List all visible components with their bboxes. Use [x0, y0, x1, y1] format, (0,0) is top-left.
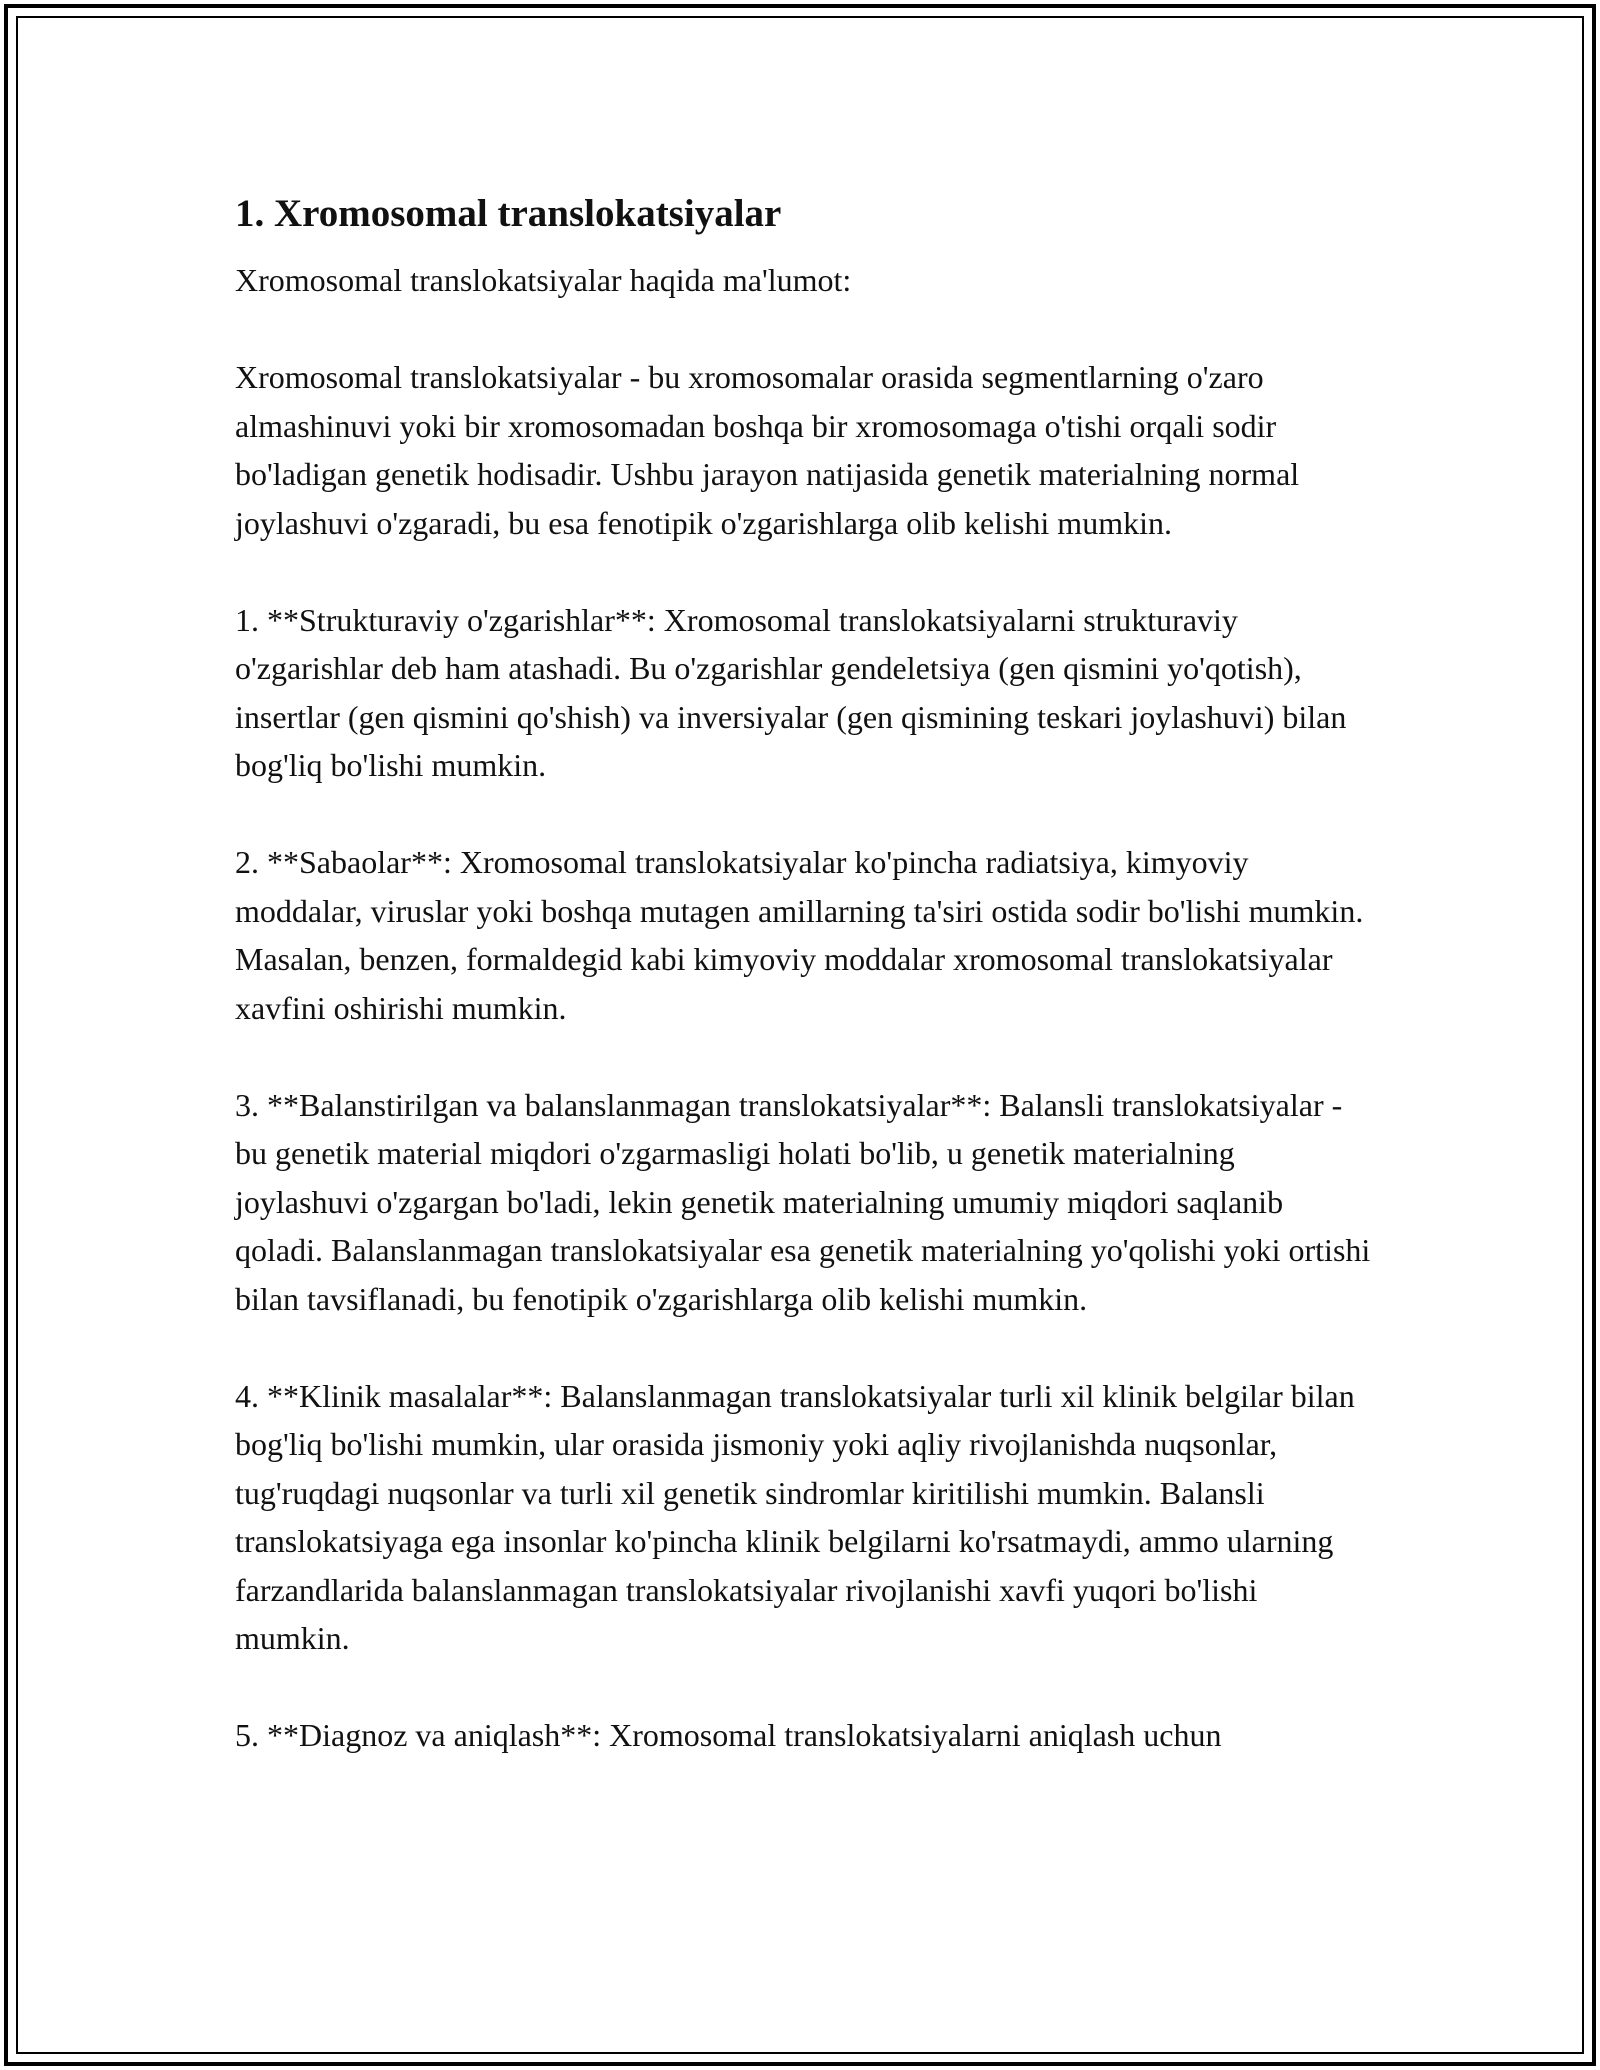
list-item-causes: 2. **Sabaolar**: Xromosomal translokatsiyalar ko'pincha radiatsiya, kimyoviy moddalar, viruslar yoki boshqa mutagen amillarning ta'siri ostida sodir bo'lishi mumkin. Masalan, benzen, formaldegid kabi kimyoviy moddalar xromosomal translokatsiyalar xavfini oshirishi mumkin. — [235, 844, 1364, 1026]
document-body — [235, 186, 1375, 1808]
list-item-diagnosis: 5. **Diagnoz va aniqlash**: Xromosomal translokatsiyalarni aniqlash uchun — [235, 1717, 1222, 1753]
document-title: 1. Xromosomal translokatsiyalar — [235, 192, 782, 235]
list-item-balanced-unbalanced: 3. **Balanstirilgan va balanslanmagan translokatsiyalar**: Balansli translokatsiyalar - bu genetik material miqdori o'zgarmasligi holati bo'lib, u genetik materialning joylashuvi o'zgargan bo'ladi, lekin genetik materialning umumiy miqdori saqlanib qoladi. Balanslanmagan translokatsiyalar esa genetik materialning yo'qolishi yoki ortishi bilan tavsiflanadi, bu fenotipik o'zgarishlarga olib kelishi mumkin. — [235, 1086, 1371, 1317]
definition-paragraph: Xromosomal translokatsiyalar - bu xromosomalar orasida segmentlarning o'zaro almashinuvi yoki bir xromosomadan boshqa bir xromosomaga o'tishi orqali sodir bo'ladigan genetik hodisadir. Ushbu jarayon natijasida genetik materialning normal joylashuvi o'zgaradi, bu esa fenotipik o'zgarishlarga olib kelishi mumkin. — [235, 359, 1300, 541]
list-item-clinical-issues: 4. **Klinik masalalar**: Balanslanmagan translokatsiyalar turli xil klinik belgilar bilan bog'liq bo'lishi mumkin, ular orasida jismoniy yoki aqliy rivojlanishda nuqsonlar, tug'ruqdagi nuqsonlar va turli xil genetik sindromlar kiritilishi mumkin. Balansli translokatsiyaga ega insonlar ko'pincha klinik belgilarni ko'rsatmaydi, ammo ularning farzandlarida balanslanmagan translokatsiyalar rivojlanishi xavfi yuqori bo'lishi mumkin. — [235, 1377, 1355, 1656]
intro-line: Xromosomal translokatsiyalar haqida ma'lumot: — [235, 262, 852, 298]
list-item-structural-changes: 1. **Strukturaviy o'zgarishlar**: Xromosomal translokatsiyalarni strukturaviy o'zgarishlar deb ham atashadi. Bu o'zgarishlar gendeletsiya (gen qismini yo'qotish), insertlar (gen qismini qo'shish) va inversiyalar (gen qismining teskari joylashuvi) bilan bog'liq bo'lishi mumkin. — [235, 601, 1347, 783]
